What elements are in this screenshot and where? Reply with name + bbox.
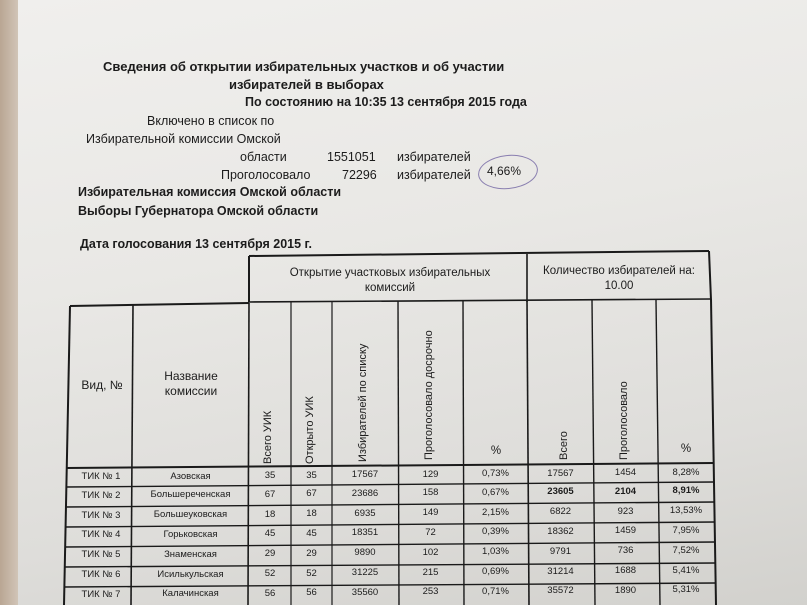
cell-type: ТИК № 4	[81, 529, 121, 541]
col-header-name-line2: комиссии	[164, 384, 218, 398]
included-label-line1: Включено в список по	[147, 114, 275, 128]
cell-early: 129	[422, 468, 439, 480]
cell-early: 215	[422, 566, 439, 578]
group-header-opening	[255, 266, 525, 296]
voted-percent: 4,66%	[487, 164, 522, 178]
cell-open-uik: 67	[306, 488, 317, 500]
doc-title-line2: избирателей в выборах	[229, 77, 384, 92]
vote-date: Дата голосования 13 сентября 2015 г.	[80, 237, 312, 251]
cell-pct1: 2,15%	[482, 506, 509, 518]
cell-name: Большеуковская	[153, 509, 228, 521]
cell-type: ТИК № 3	[81, 509, 121, 521]
cell-pct2: 8,28%	[672, 466, 700, 478]
cell-type: ТИК № 1	[81, 471, 121, 482]
included-value: 1551051	[327, 150, 376, 164]
cell-voted: 1459	[614, 525, 637, 537]
cell-voters: 6935	[354, 507, 376, 519]
cell-total-uik: 52	[264, 568, 276, 579]
cell-type: ТИК № 7	[81, 588, 121, 600]
cell-name: Большереченская	[150, 489, 231, 501]
cell-open-uik: 29	[306, 547, 317, 559]
cell-name: Исилькульская	[157, 568, 224, 580]
elections-name: Выборы Губернатора Омской области	[78, 204, 319, 218]
cell-name: Азовская	[170, 470, 211, 482]
cell-total-uik: 67	[264, 488, 276, 500]
voted-unit: избирателей	[397, 168, 471, 182]
cell-voters: 31225	[351, 567, 379, 578]
included-unit: избирателей	[397, 150, 471, 164]
cell-voted: 1454	[614, 467, 637, 478]
cell-total: 31214	[547, 565, 574, 577]
group-header-voters-line2: 10.00	[604, 280, 634, 292]
cell-total-uik: 45	[264, 528, 276, 540]
cell-type: ТИК № 5	[81, 549, 121, 561]
cell-pct1: 0,73%	[482, 468, 509, 479]
cell-voters: 17567	[351, 469, 379, 480]
cell-pct2: 5,41%	[672, 564, 700, 576]
cell-early: 158	[422, 487, 439, 499]
group-header-opening-line1: Открытие участковых избирательных	[289, 267, 491, 279]
cell-pct1: 0,67%	[482, 486, 509, 498]
cell-voted: 1890	[614, 584, 637, 596]
voted-label: Проголосовало	[221, 168, 311, 182]
cell-voters: 35560	[351, 586, 379, 598]
cell-pct2: 7,95%	[672, 524, 700, 536]
cell-total-uik: 18	[264, 508, 276, 520]
cell-early: 149	[422, 507, 439, 519]
cell-voted: 923	[617, 505, 634, 517]
cell-pct1: 0,71%	[482, 585, 509, 597]
cell-open-uik: 35	[306, 469, 317, 481]
cell-pct1: 0,39%	[482, 526, 509, 538]
cell-pct2: 7,52%	[672, 544, 700, 556]
group-header-opening-line2: комиссий	[364, 282, 416, 294]
group-header-voters	[529, 264, 709, 294]
voted-value: 72296	[342, 168, 377, 182]
col-header-name-line1: Название	[164, 369, 218, 383]
cell-voted: 736	[617, 545, 634, 557]
cell-early: 253	[422, 586, 439, 598]
cell-pct2: 8,91%	[672, 485, 700, 497]
cell-voters: 9890	[354, 547, 376, 559]
cell-total-uik: 29	[264, 548, 276, 560]
cell-name: Горьковская	[163, 528, 218, 540]
col-header-total-uik: Всего УИК	[262, 410, 274, 464]
cell-open-uik: 18	[306, 508, 317, 520]
cell-pct2: 13,53%	[669, 505, 703, 517]
included-label-line3: области	[240, 150, 287, 164]
cell-voters: 23686	[351, 487, 379, 499]
cell-total: 9791	[549, 545, 572, 557]
cell-voters: 18351	[351, 527, 379, 539]
cell-type: ТИК № 6	[81, 569, 121, 580]
cell-name: Калачинская	[162, 588, 219, 600]
col-header-total: Всего	[558, 431, 570, 460]
cell-early: 72	[425, 526, 436, 538]
col-header-voters-list: Избирателей по списку	[357, 343, 369, 462]
cell-total: 6822	[549, 506, 572, 518]
cell-early: 102	[422, 546, 439, 558]
cell-name: Знаменская	[164, 548, 217, 560]
cell-total-uik: 35	[264, 470, 276, 481]
cell-voted: 2104	[614, 485, 637, 497]
cell-type: ТИК № 2	[81, 489, 121, 501]
cell-total: 23605	[547, 486, 574, 498]
cell-open-uik: 45	[306, 527, 317, 539]
col-header-name	[135, 369, 247, 399]
col-header-voted: Проголосовало	[618, 381, 630, 460]
col-header-open-uik: Открыто УИК	[304, 396, 316, 464]
cell-open-uik: 52	[306, 567, 317, 579]
col-header-pct1: %	[490, 445, 502, 457]
cell-total-uik: 56	[264, 587, 276, 599]
cell-pct2: 5,31%	[672, 584, 700, 596]
doc-title-line1: Сведения об открытии избирательных участков и об участии	[103, 59, 505, 74]
col-header-type: Вид, №	[81, 378, 123, 392]
col-header-pct2: %	[680, 443, 692, 455]
cell-total: 17567	[547, 467, 574, 479]
cell-pct1: 1,03%	[482, 546, 509, 558]
group-header-voters-line1: Количество избирателей на:	[543, 265, 695, 277]
cell-pct1: 0,69%	[482, 566, 509, 577]
col-header-early: Проголосовало досрочно	[423, 330, 435, 460]
status-line: По состоянию на 10:35 13 сентября 2015 года	[245, 95, 527, 109]
commission-name: Избирательная комиссия Омской области	[78, 185, 342, 199]
cell-voted: 1688	[614, 565, 637, 576]
cell-total: 35572	[547, 585, 574, 597]
cell-open-uik: 56	[306, 587, 317, 599]
included-label-line2: Избирательной комиссии Омской	[86, 132, 281, 146]
cell-total: 18362	[547, 525, 574, 537]
